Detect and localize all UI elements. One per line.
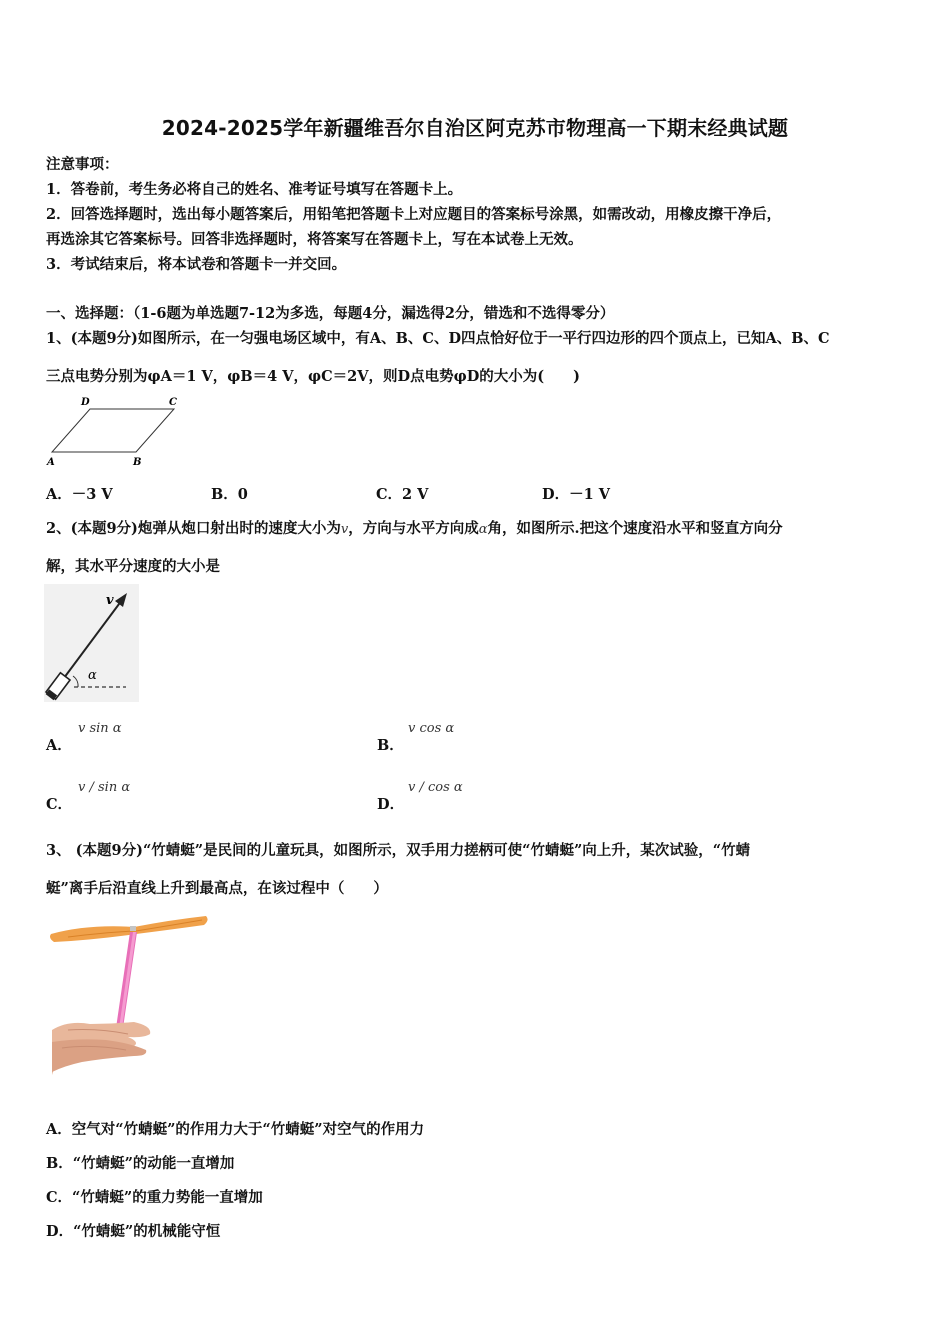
q2-text-part: 2、(本题9分)炮弹从炮口射出时的速度大小为 <box>46 520 341 537</box>
page-title: 2024-2025学年新疆维吾尔自治区阿克苏市物理高一下期末经典试题 <box>161 116 789 140</box>
parallelogram-figure <box>44 392 194 470</box>
question-3-text: 蜓”离手后沿直线上升到最高点，在该过程中（ ） <box>46 880 388 897</box>
angle-label: α <box>88 668 97 683</box>
q1-option-a: A．－3 V <box>46 486 113 503</box>
section-heading: 一、选择题：（1-6题为单选题7-12为多选，每题4分，漏选得2分，错选和不选得零分） <box>46 305 615 322</box>
notice-item: 再选涂其它答案标号。回答非选择题时，将答案写在答题卡上，写在本试卷上无效。 <box>46 231 583 248</box>
q2-option-c-expr: v / sin α <box>78 780 131 795</box>
notice-item: 1．答卷前，考生务必将自己的姓名、准考证号填写在答题卡上。 <box>46 181 463 198</box>
notice-heading: 注意事项： <box>46 156 119 173</box>
q2-option-c-label: C． <box>46 796 73 813</box>
q3-option-c: C．“竹蜻蜓”的重力势能一直增加 <box>46 1189 263 1206</box>
q3-option-b: B．“竹蜻蜓”的动能一直增加 <box>46 1155 235 1172</box>
notice-item: 2．回答选择题时，选出每小题答案后，用铅笔把答题卡上对应题目的答案标号涂黑，如需改动，用橡皮擦干净后， <box>46 206 782 223</box>
q1-option-c: C．2 V <box>376 486 429 503</box>
velocity-label: v <box>106 593 114 608</box>
q2-option-a-label: A． <box>46 737 72 754</box>
question-3-text: 3、 (本题9分)“竹蜻蜓”是民间的儿童玩具，如图所示，双手用力搓柄可使“竹蜻蜓”向上升，某次试验，“竹蜻 <box>46 842 751 859</box>
vertex-label-c: C <box>169 397 177 408</box>
q3-option-a: A．空气对“竹蜻蜓”的作用力大于“竹蜻蜓”对空气的作用力 <box>46 1121 425 1138</box>
question-1-text: 1、(本题9分)如图所示，在一匀强电场区域中，有A、B、C、D四点恰好位于一平行四边形的四个顶点上，已知A、B、C <box>46 330 830 347</box>
q2-option-d-expr: v / cos α <box>408 780 463 795</box>
question-2-text <box>46 517 783 538</box>
q2-option-b-expr: v cos α <box>408 721 455 736</box>
q3-option-d: D．“竹蜻蜓”的机械能守恒 <box>46 1223 221 1240</box>
q2-v-symbol: v <box>340 522 349 537</box>
question-1-text: 三点电势分别为φA＝1 V，φB＝4 V，φC＝2V，则D点电势φD的大小为( ) <box>46 368 581 385</box>
q1-option-d: D．－1 V <box>542 486 610 503</box>
vertex-label-d: D <box>81 397 90 408</box>
q2-alpha-symbol: α <box>478 522 488 537</box>
cannon-velocity-figure <box>44 584 139 702</box>
q2-option-a-expr: v sin α <box>78 721 122 736</box>
notice-item: 3．考试结束后，将本试卷和答题卡一并交回。 <box>46 256 347 273</box>
bamboo-dragonfly-figure <box>48 910 213 1078</box>
vertex-label-a: A <box>47 457 55 468</box>
vertex-label-b: B <box>133 457 142 468</box>
q2-text-part: 角，如图所示.把这个速度沿水平和竖直方向分 <box>487 520 783 537</box>
question-2-text: 解，其水平分速度的大小是 <box>46 558 220 575</box>
q2-option-d-label: D． <box>377 796 405 813</box>
q1-option-b: B．0 <box>211 486 248 503</box>
q2-option-b-label: B． <box>377 737 404 754</box>
q2-text-part: ，方向与水平方向成 <box>348 520 479 537</box>
